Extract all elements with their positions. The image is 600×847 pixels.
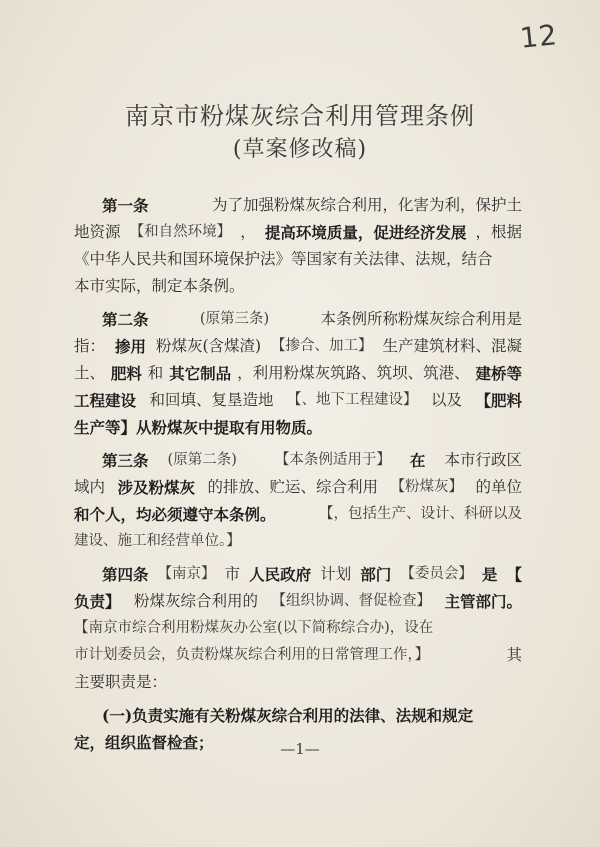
text-run: 其它制品	[169, 364, 232, 383]
text-run: 本市行政区	[444, 451, 522, 469]
text-run: 第一条	[102, 196, 149, 215]
paragraph-line	[74, 615, 522, 642]
text-run: 域内	[74, 478, 106, 496]
text-run: (原第三条)	[199, 311, 270, 327]
document-title: 南京市粉煤灰综合利用管理条例	[125, 102, 475, 130]
paragraph-line	[74, 561, 522, 588]
text-run: 人民政府	[249, 565, 312, 584]
text-run: 生产等】	[74, 418, 137, 437]
text-run: 【、地下工程建设】	[287, 392, 418, 408]
text-run: 第二条	[102, 310, 149, 329]
handwritten-page-number: 12	[518, 18, 560, 55]
text-run: 定，组织监督检查；	[74, 733, 214, 752]
text-run: 掺用	[114, 337, 146, 356]
paragraph-line	[74, 192, 522, 219]
text-run: 【南京】	[157, 566, 216, 582]
paragraph-line	[74, 588, 522, 615]
text-run: 粉煤灰综合利用的	[134, 592, 259, 610]
document-body	[74, 192, 522, 762]
text-run: 《中华人民共和国环境保护法》等国家有关法律、法规，结合	[74, 250, 493, 268]
text-run: 工程建设	[74, 391, 137, 410]
text-run: 【，包括生产、设计、科研以及	[319, 506, 522, 522]
text-run: 本市实际，制定本条例。	[74, 277, 245, 295]
paragraph-line	[74, 447, 522, 474]
paragraph-line	[74, 474, 522, 501]
text-run: (原第二条)	[167, 452, 237, 468]
text-run: 【本条例适用于】	[274, 452, 391, 468]
text-run: 【粉煤灰】	[390, 479, 463, 495]
text-run: 本条例所称粉煤灰综合利用是	[320, 310, 522, 328]
text-run: 指：	[74, 337, 106, 355]
text-run: 从粉煤灰中提取有用物质。	[136, 418, 323, 437]
page-footer-number: —1—	[280, 740, 320, 758]
text-run: 【和自然环境】	[129, 224, 232, 240]
text-run: 其	[506, 646, 522, 664]
text-run: 为了加强粉煤灰综合利用，化害为利，保护土	[211, 196, 522, 214]
text-run: 是	[481, 565, 498, 584]
paragraph-line	[74, 333, 522, 360]
text-run: 肥料	[110, 364, 142, 383]
text-run: 【肥料	[475, 391, 522, 410]
paragraph-line	[74, 702, 522, 729]
paragraph-line	[74, 669, 522, 696]
text-run: ，利用粉煤灰筑路、筑坝、筑港、	[237, 364, 470, 382]
text-run: 第三条	[102, 451, 149, 470]
text-run: 市	[224, 565, 241, 583]
paragraph-line	[74, 642, 522, 669]
text-run: 的单位	[475, 478, 522, 496]
text-run: (一)负责实施有关粉煤灰综合利用的法律、法规和规定	[102, 706, 474, 725]
paragraph-line	[74, 528, 522, 555]
text-run: 建桥等	[475, 364, 522, 383]
text-run: 粉煤灰(含煤渣)	[155, 337, 262, 355]
text-run: ，	[240, 223, 256, 241]
paragraph-line	[74, 387, 522, 414]
text-run: 部门	[360, 565, 392, 584]
paragraph-line	[74, 306, 522, 333]
text-run: 市计划委员会，负责粉煤灰综合利用的日常管理工作，】	[74, 647, 430, 663]
text-run: 生产建筑材料、混凝	[382, 337, 522, 355]
text-run: 土、	[74, 364, 106, 382]
text-run: 地资源	[74, 223, 121, 241]
text-run: 以及	[430, 391, 462, 409]
text-run: 主要职责是：	[74, 673, 168, 691]
text-run: 和个人，均必须遵守本条例。	[74, 505, 276, 524]
paragraph-line	[74, 414, 522, 441]
text-run: 计划	[320, 565, 352, 583]
text-run: 【	[506, 565, 522, 584]
text-run: 和回填、复垦造地	[149, 391, 274, 409]
text-run: 的排放、贮运、综合利用	[207, 478, 379, 496]
text-run: 【组织协调、督促检查】	[271, 593, 431, 609]
text-run: 在	[409, 451, 426, 470]
paragraph-line	[74, 273, 522, 300]
text-run: 主管部门。	[444, 592, 522, 611]
text-run: 提高环境质量，促进经济发展	[264, 223, 467, 242]
paragraph-line	[74, 219, 522, 246]
paragraph-line	[74, 501, 522, 528]
text-run: 建设、施工和经营单位。】	[74, 533, 241, 549]
paragraph-line	[74, 360, 522, 387]
text-run: 涉及粉煤灰	[117, 478, 196, 497]
text-run: 第四条	[102, 565, 149, 584]
text-run: 负责】	[74, 592, 121, 611]
paragraph-line	[74, 246, 522, 273]
text-run: 【南京市综合利用粉煤灰办公室(以下简称综合办)，设在	[74, 620, 434, 636]
text-run: 【掺合、加工】	[271, 338, 373, 354]
text-run: ，根据	[475, 223, 522, 241]
document-subtitle: (草案修改稿)	[232, 137, 368, 162]
text-run: 和	[147, 364, 164, 382]
text-run: 【委员会】	[400, 566, 473, 582]
